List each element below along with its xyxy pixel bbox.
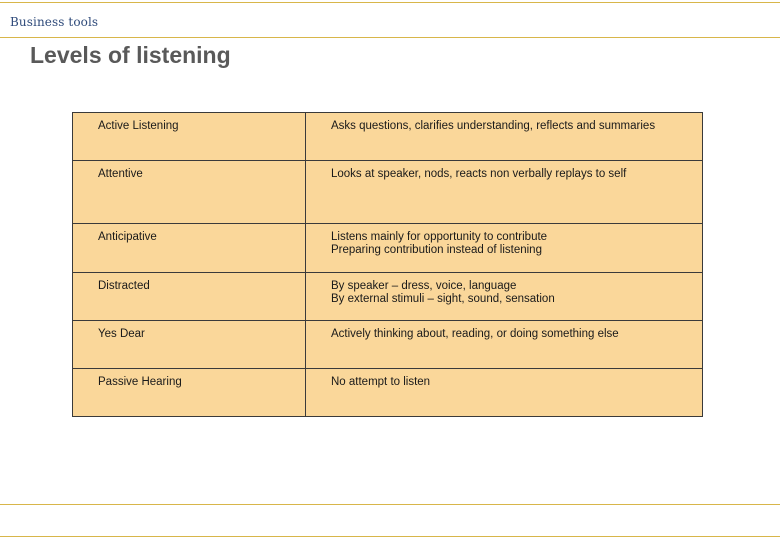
top-rule-lower <box>0 37 780 38</box>
level-cell: Yes Dear <box>73 321 306 369</box>
description-line: By speaker – dress, voice, language <box>331 280 517 292</box>
description-line: Looks at speaker, nods, reacts non verbally replays to self <box>331 168 627 180</box>
description-line: Preparing contribution instead of listening <box>331 244 542 256</box>
bottom-rule-lower <box>0 536 780 537</box>
table-row <box>73 321 703 369</box>
description-cell <box>306 369 703 417</box>
table-row <box>73 224 703 273</box>
level-cell: Attentive <box>73 161 306 224</box>
page-title: Levels of listening <box>30 42 231 68</box>
table-row <box>73 369 703 417</box>
table-row <box>73 161 703 224</box>
levels-table <box>72 112 703 417</box>
table-row <box>73 273 703 321</box>
description-line: No attempt to listen <box>331 376 431 388</box>
level-cell: Anticipative <box>73 224 306 273</box>
top-rule-upper <box>0 2 780 3</box>
description-line: Listens mainly for opportunity to contribute <box>331 231 548 243</box>
description-cell <box>306 224 703 273</box>
description-cell <box>306 273 703 321</box>
level-cell: Distracted <box>73 273 306 321</box>
description-cell <box>306 161 703 224</box>
description-cell <box>306 321 703 369</box>
description-line: By external stimuli – sight, sound, sensation <box>331 293 555 305</box>
bottom-rule-upper <box>0 504 780 505</box>
description-cell <box>306 113 703 161</box>
section-label: Business tools <box>10 15 99 29</box>
level-cell: Passive Hearing <box>73 369 306 417</box>
level-cell: Active Listening <box>73 113 306 161</box>
description-line: Actively thinking about, reading, or doing something else <box>331 328 619 340</box>
table-row <box>73 113 703 161</box>
description-line: Asks questions, clarifies understanding, reflects and summaries <box>331 120 656 132</box>
